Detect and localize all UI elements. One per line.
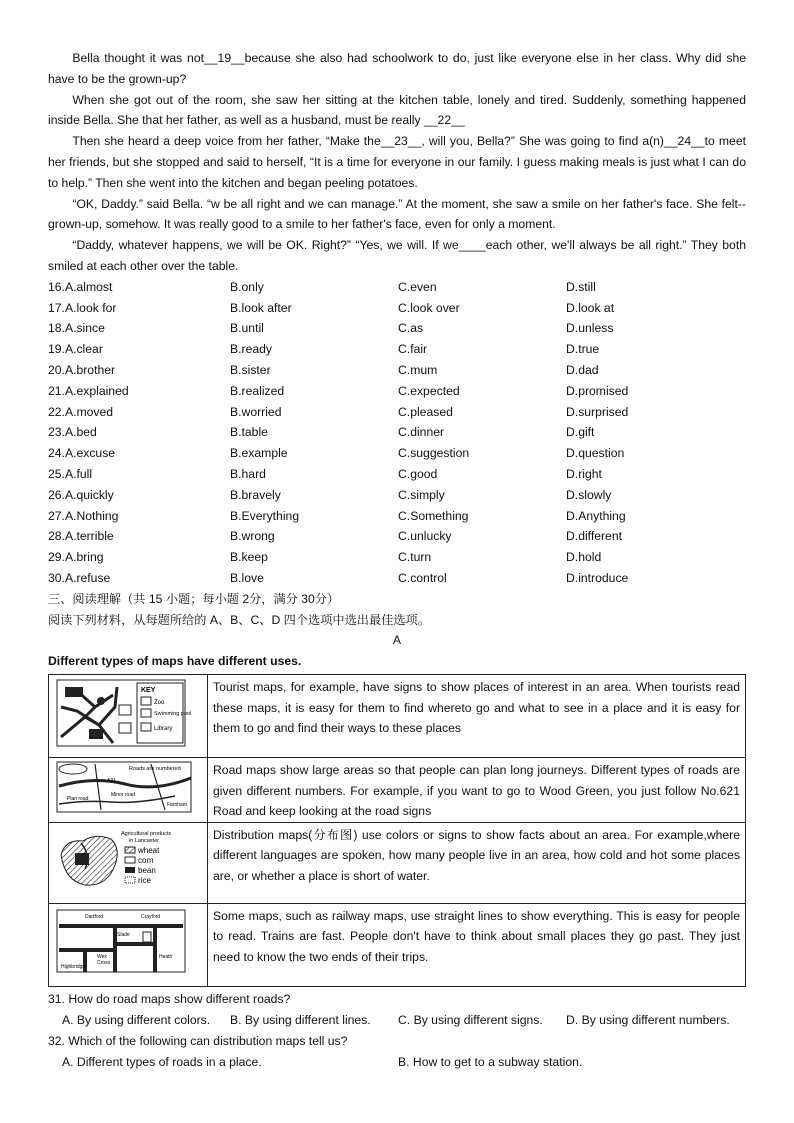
road-map-label: Plan road xyxy=(67,795,89,802)
option-cell[interactable]: 22.A.moved xyxy=(48,404,114,419)
option-cell[interactable]: B.love xyxy=(230,570,264,585)
option-cell[interactable]: D.slowly xyxy=(566,487,612,502)
map-row-distribution xyxy=(49,822,746,903)
map-key-library: Library xyxy=(154,725,173,732)
section-instruction: 阅读下列材料，从每题所给的 A、B、C、D 四个选项中选出最佳选项。 xyxy=(48,612,430,627)
road-map-description: Road maps show large areas so that people can plan long journeys. Different types of roads are given different numbers. For example, if you want to go to Wood Green, you just follow No.621 Road and keep looking at the road signs xyxy=(208,757,746,822)
option-cell[interactable]: 19.A.clear xyxy=(48,342,103,357)
option-cell[interactable]: 23.A.bed xyxy=(48,425,97,440)
option-cell[interactable]: C.control xyxy=(398,570,447,585)
option-cell[interactable]: D.still xyxy=(566,279,596,294)
option-row xyxy=(48,568,746,589)
distribution-map-description: Distribution maps(分布图) use colors or signs to show facts about an area. For example,where different languages are spoken, how many people live in an area, how cold and hot some places are, or whether a place is short of water. xyxy=(208,822,746,903)
option-cell[interactable]: D.surprised xyxy=(566,404,629,419)
option-cell[interactable]: B.worried xyxy=(230,404,282,419)
option-cell[interactable]: 21.A.explained xyxy=(48,383,129,398)
option-cell[interactable]: D.promised xyxy=(566,383,629,398)
option-cell[interactable]: D.question xyxy=(566,446,625,461)
tourist-map-description: Tourist maps, for example, have signs to show places of interest in an area. When tourists read these maps, it is easy for them to find whereto go and what to see in a place and it is easy for them to go and find their ways to these places xyxy=(208,674,746,757)
map-row-railway xyxy=(49,903,746,986)
option-row xyxy=(48,547,746,568)
railway-map-label: Cross xyxy=(97,959,111,966)
choice-c[interactable]: C. By using different signs. xyxy=(398,1012,543,1027)
option-cell[interactable]: C.good xyxy=(398,466,438,481)
option-cell[interactable]: B.hard xyxy=(230,466,266,481)
option-cell[interactable]: 29.A.bring xyxy=(48,550,104,565)
road-map-label: Minor road xyxy=(111,791,135,798)
option-row xyxy=(48,485,746,506)
choice-a[interactable]: A. Different types of roads in a place. xyxy=(62,1054,262,1069)
option-cell[interactable]: 26.A.quickly xyxy=(48,487,114,502)
option-cell[interactable]: C.unlucky xyxy=(398,529,452,544)
map-key-pool: Swimming pool xyxy=(154,710,192,717)
option-cell[interactable]: B.example xyxy=(230,446,288,461)
option-cell[interactable]: 17.A.look for xyxy=(48,300,117,315)
option-cell[interactable]: D.Anything xyxy=(566,508,626,523)
option-row xyxy=(48,339,746,360)
option-row xyxy=(48,318,746,339)
option-cell[interactable]: D.true xyxy=(566,342,600,357)
maps-table xyxy=(48,674,746,987)
map-row-road xyxy=(49,757,746,822)
option-cell[interactable]: B.only xyxy=(230,279,264,294)
option-cell[interactable]: 27.A.Nothing xyxy=(48,508,119,523)
option-row xyxy=(48,526,746,547)
option-cell[interactable]: D.unless xyxy=(566,321,614,336)
passage-paragraph: When she got out of the room, she saw her sitting at the kitchen table, lonely and tired. Suddenly, something happened inside Bella. She that her father, as well as a husband, must be really __22__ xyxy=(48,92,746,128)
railway-map-description: Some maps, such as railway maps, use straight lines to show everything. This is easy for people to read. Trains are fast. People don't have to think about small places they go past. They just need to know the two ends of their trips. xyxy=(208,903,746,986)
option-cell[interactable]: D.different xyxy=(566,529,623,544)
option-cell[interactable]: B.bravely xyxy=(230,487,281,502)
option-cell[interactable]: B.keep xyxy=(230,550,268,565)
map-key-label: KEY xyxy=(141,686,156,694)
distribution-map-label: Agricultural products xyxy=(121,830,172,837)
option-cell[interactable]: 30.A.refuse xyxy=(48,570,111,585)
option-cell[interactable]: B.table xyxy=(230,425,268,440)
choice-b[interactable]: B. How to get to a subway station. xyxy=(398,1054,583,1069)
choice-a[interactable]: A. By using different colors. xyxy=(62,1012,211,1027)
option-cell[interactable]: D.introduce xyxy=(566,570,629,585)
passage-paragraph: “OK, Daddy.” said Bella. “w be all right and we can manage.” At the moment, she saw a smile on her father's face. She felt--grown-up, somehow. It was really good to a smile to her father's face, even for only a moment. xyxy=(48,196,746,232)
distribution-map-label: rice xyxy=(138,875,151,885)
option-cell[interactable]: C.as xyxy=(398,321,424,336)
section-heading: 三、阅读理解（共 15 小题；每小题 2分，满分 30分） xyxy=(48,591,340,606)
option-row xyxy=(48,464,746,485)
distribution-map-image xyxy=(49,822,208,903)
passage-paragraph: Bella thought it was not__19__because she also had schoolwork to do, just like everyone else in her class. Why did she have to be the grown-up? xyxy=(48,51,746,86)
road-map-label: Farnham xyxy=(167,801,188,808)
option-row xyxy=(48,277,746,298)
tourist-map-image xyxy=(49,674,208,757)
option-cell[interactable]: B.wrong xyxy=(230,529,275,544)
railway-map-label: Heath xyxy=(159,953,173,960)
railway-map-label: Slade xyxy=(117,931,130,938)
option-cell[interactable]: C.simply xyxy=(398,487,445,502)
option-cell[interactable]: C.dinner xyxy=(398,425,445,440)
option-row xyxy=(48,443,746,464)
option-cell[interactable]: 18.A.since xyxy=(48,321,105,336)
railway-map-label: Crayford xyxy=(141,913,161,920)
option-cell[interactable]: C.suggestion xyxy=(398,446,470,461)
option-cell[interactable]: C.even xyxy=(398,279,437,294)
road-map-image xyxy=(49,757,208,822)
road-map-label: Roads are numbered xyxy=(129,765,181,772)
option-cell[interactable]: B.until xyxy=(230,321,264,336)
option-cell[interactable]: 20.A.brother xyxy=(48,362,116,377)
option-cell[interactable]: C.Something xyxy=(398,508,469,523)
option-cell[interactable]: D.hold xyxy=(566,550,602,565)
question-choices xyxy=(48,1010,746,1031)
choice-b[interactable]: B. By using different lines. xyxy=(230,1012,371,1027)
option-row xyxy=(48,298,746,319)
option-cell[interactable]: C.expected xyxy=(398,383,460,398)
option-row xyxy=(48,402,746,423)
option-cell[interactable]: C.pleased xyxy=(398,404,453,419)
option-cell[interactable]: B.Everything xyxy=(230,508,300,523)
option-cell[interactable]: 25.A.full xyxy=(48,466,93,481)
option-cell[interactable]: 28.A.terrible xyxy=(48,529,114,544)
exam-page xyxy=(48,48,746,1073)
question-31 xyxy=(48,989,746,1031)
question-32 xyxy=(48,1031,746,1073)
railway-map-label: Dartford xyxy=(85,913,104,920)
question-choices xyxy=(48,1052,746,1073)
map-row-tourist xyxy=(49,674,746,757)
railway-map-label: Highbridge xyxy=(61,963,86,970)
option-cell[interactable]: D.dad xyxy=(566,362,599,377)
option-cell[interactable]: C.turn xyxy=(398,550,432,565)
option-cell[interactable]: C.look over xyxy=(398,300,460,315)
passage-intro: Different types of maps have different uses. xyxy=(48,654,302,669)
option-cell[interactable]: C.mum xyxy=(398,362,438,377)
question-stem: 32. Which of the following can distribution maps tell us? xyxy=(48,1033,348,1048)
distribution-map-label: wheat xyxy=(138,845,160,855)
option-cell[interactable]: D.gift xyxy=(566,425,595,440)
distribution-map-label: in Lancaster xyxy=(129,837,159,844)
cloze-passage xyxy=(48,48,746,277)
option-cell[interactable]: B.realized xyxy=(230,383,285,398)
map-key-zoo: Zoo xyxy=(154,699,165,706)
option-cell[interactable]: B.look after xyxy=(230,300,292,315)
road-map-label: A21 xyxy=(107,777,116,784)
part-label: A xyxy=(392,633,402,648)
option-cell[interactable]: B.sister xyxy=(230,362,271,377)
cloze-options-table xyxy=(48,277,746,589)
option-row xyxy=(48,360,746,381)
distribution-map-label: bean xyxy=(138,865,156,875)
passage-paragraph: “Daddy, whatever happens, we will be OK. Right?” “Yes, we will. If we____each other, we'll always be all right.” They both smiled at each other over the table. xyxy=(48,238,746,273)
railway-map-image xyxy=(49,903,208,986)
option-cell[interactable]: B.ready xyxy=(230,342,273,357)
choice-d[interactable]: D. By using different numbers. xyxy=(566,1012,730,1027)
option-cell[interactable]: D.right xyxy=(566,466,602,481)
option-cell[interactable]: D.look at xyxy=(566,300,615,315)
option-cell[interactable]: 24.A.excuse xyxy=(48,446,116,461)
railway-map-label: Wex xyxy=(97,953,107,960)
option-row xyxy=(48,381,746,402)
passage-paragraph: Then she heard a deep voice from her father, “Make the__23__, will you, Bella?” She was going to find a(n)__24__to meet her friends, but she stopped and said to herself, “It is a time for everyone in our family. I guess making meals is just what I can do to help.” Then she went into the kitchen and began peeling potatoes. xyxy=(48,134,746,190)
option-row xyxy=(48,506,746,527)
option-cell[interactable]: C.fair xyxy=(398,342,428,357)
question-stem: 31. How do road maps show different roads? xyxy=(48,991,291,1006)
distribution-map-label: corn xyxy=(138,855,154,865)
option-cell[interactable]: 16.A.almost xyxy=(48,279,113,294)
option-row xyxy=(48,422,746,443)
